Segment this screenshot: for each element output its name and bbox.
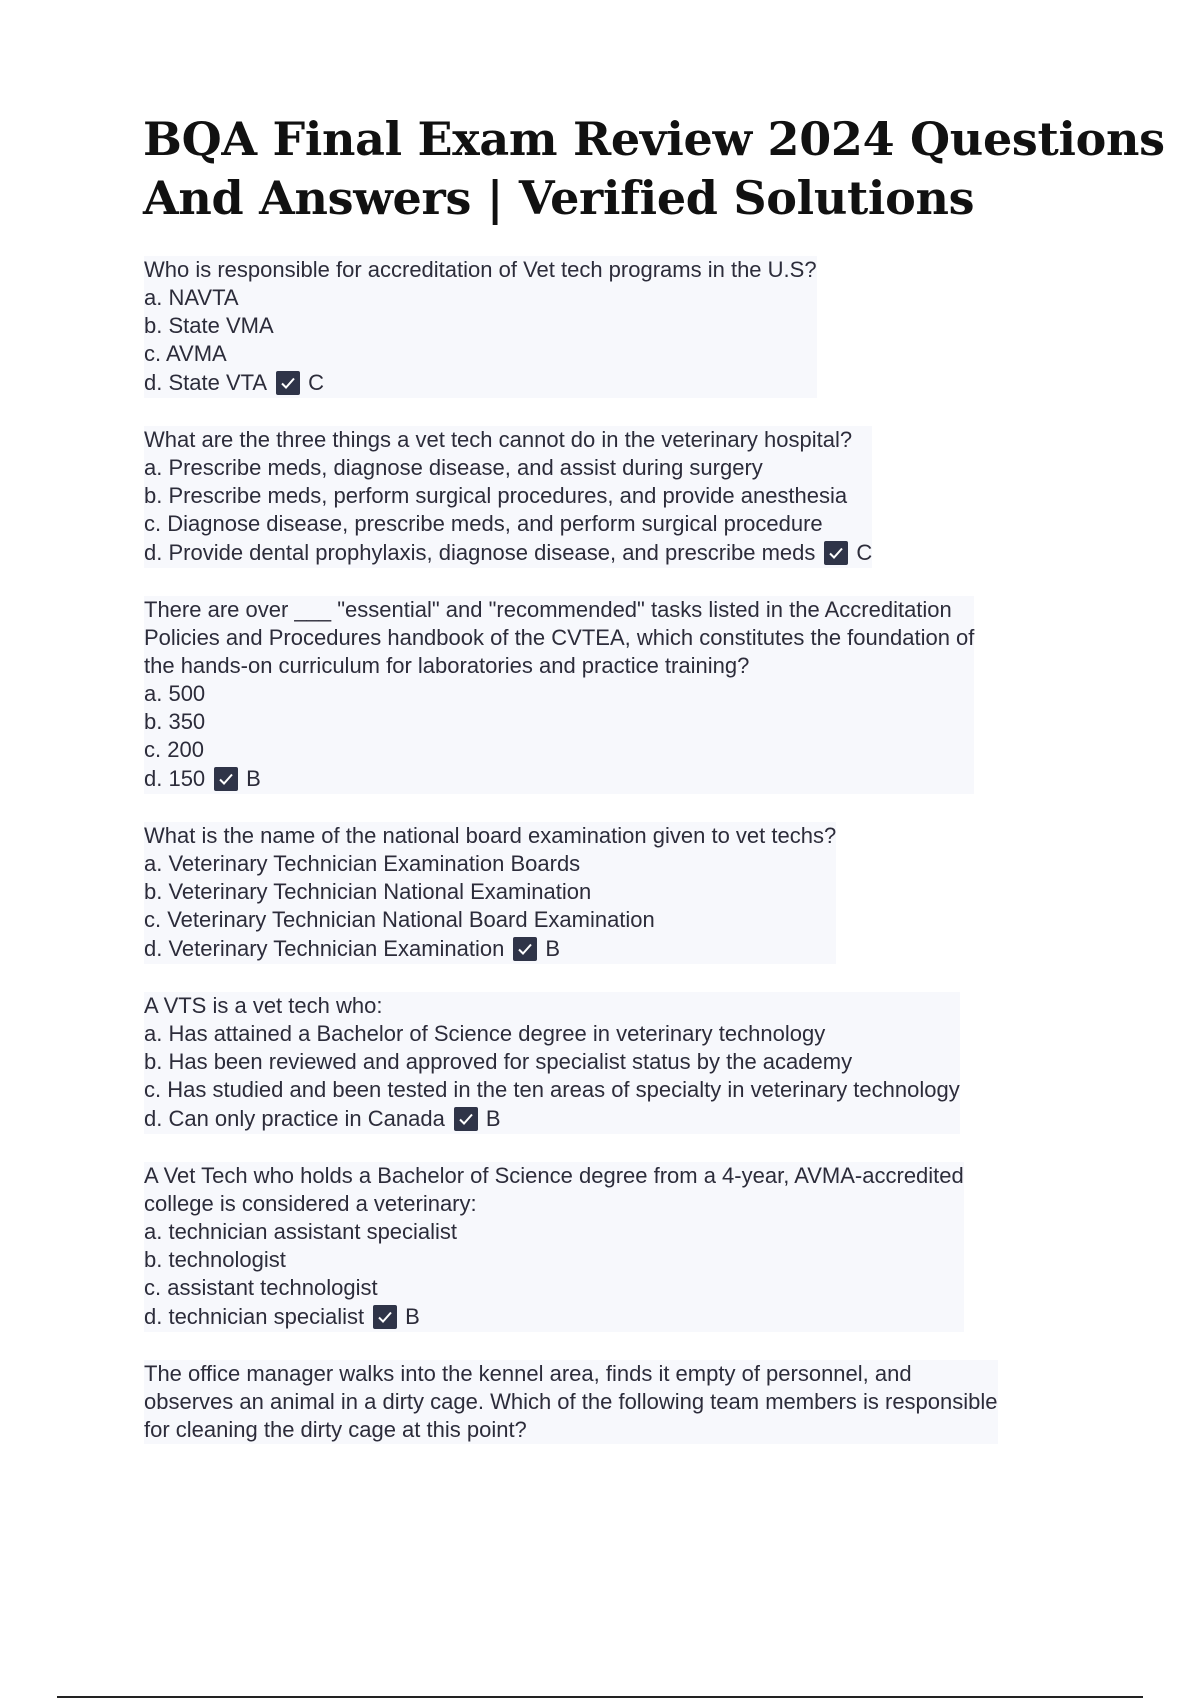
answer-option: d. State VTA (144, 370, 268, 395)
answer-option: b. 350 (144, 709, 206, 734)
answer-option: c. Diagnose disease, prescribe meds, and perform surgical procedure (144, 511, 823, 536)
checkmark-icon (373, 1305, 397, 1329)
question-text: the hands-on curriculum for laboratories and practice training? (144, 653, 750, 678)
correct-answer: C (308, 370, 324, 395)
checkmark-icon (276, 371, 300, 395)
answer-option: b. Prescribe meds, perform surgical procedures, and provide anesthesia (144, 483, 848, 508)
answer-row (144, 538, 872, 568)
question-text: There are over ___ "essential" and "recommended" tasks listed in the Accreditation (144, 597, 952, 622)
answer-option: b. technologist (144, 1247, 286, 1272)
checkmark-icon (454, 1107, 478, 1131)
answer-option: c. AVMA (144, 341, 227, 366)
question-text: A Vet Tech who holds a Bachelor of Science degree from a 4-year, AVMA-accredited (144, 1163, 964, 1188)
correct-answer: B (405, 1304, 420, 1329)
answer-option: a. technician assistant specialist (144, 1219, 458, 1244)
question-text: observes an animal in a dirty cage. Which of the following team members is responsible (144, 1389, 998, 1414)
answer-option: d. Veterinary Technician Examination (144, 936, 505, 961)
question-text: Who is responsible for accreditation of Vet tech programs in the U.S? (144, 257, 817, 282)
question-block (144, 992, 1104, 1162)
answer-option: a. Has attained a Bachelor of Science degree in veterinary technology (144, 1021, 826, 1046)
correct-answer: B (246, 766, 261, 791)
question-text: college is considered a veterinary: (144, 1191, 477, 1216)
answer-option: b. State VMA (144, 313, 274, 338)
question-block (144, 1360, 1104, 1444)
document-title: BQA Final Exam Review 2024 Questions And Answers | Verified Solutions (143, 112, 1165, 225)
answer-option: d. 150 (144, 766, 206, 791)
question-text: for cleaning the dirty cage at this point? (144, 1417, 527, 1442)
answer-row (144, 764, 974, 794)
answer-option: c. Has studied and been tested in the ten areas of specialty in veterinary technology (144, 1077, 960, 1102)
answer-option: a. Prescribe meds, diagnose disease, and assist during surgery (144, 455, 763, 480)
question-text: Policies and Procedures handbook of the CVTEA, which constitutes the foundation of (144, 625, 975, 650)
question-text: What is the name of the national board examination given to vet techs? (144, 823, 837, 848)
correct-answer: B (545, 936, 561, 961)
question-text: A VTS is a vet tech who: (144, 993, 383, 1018)
question-block (144, 256, 1104, 426)
question-block (144, 426, 1104, 596)
answer-option: d. Can only practice in Canada (144, 1106, 445, 1131)
answer-option: a. NAVTA (144, 285, 239, 310)
question-block (144, 1162, 1104, 1360)
answer-option: a. 500 (144, 681, 206, 706)
checkmark-icon (513, 937, 537, 961)
question-text: The office manager walks into the kennel area, finds it empty of personnel, and (144, 1361, 912, 1386)
question-text: What are the three things a vet tech cannot do in the veterinary hospital? (144, 427, 853, 452)
correct-answer: C (856, 540, 873, 565)
question-list (144, 256, 1104, 1444)
answer-option: c. Veterinary Technician National Board Examination (144, 907, 655, 932)
answer-option: c. 200 (144, 737, 204, 762)
answer-option: b. Has been reviewed and approved for specialist status by the academy (144, 1049, 853, 1074)
answer-row (144, 1302, 964, 1332)
answer-option: c. assistant technologist (144, 1275, 378, 1300)
checkmark-icon (824, 541, 848, 565)
question-block (144, 596, 1104, 822)
answer-row (144, 1104, 960, 1134)
answer-option: a. Veterinary Technician Examination Boards (144, 851, 581, 876)
question-block (144, 822, 1104, 992)
answer-row (144, 934, 836, 964)
footer-divider (57, 1696, 1143, 1698)
answer-option: d. technician specialist (144, 1304, 365, 1329)
correct-answer: B (485, 1106, 501, 1131)
answer-row (144, 368, 817, 398)
checkmark-icon (214, 767, 238, 791)
answer-option: d. Provide dental prophylaxis, diagnose disease, and prescribe meds (144, 540, 816, 565)
answer-option: b. Veterinary Technician National Examination (144, 879, 592, 904)
